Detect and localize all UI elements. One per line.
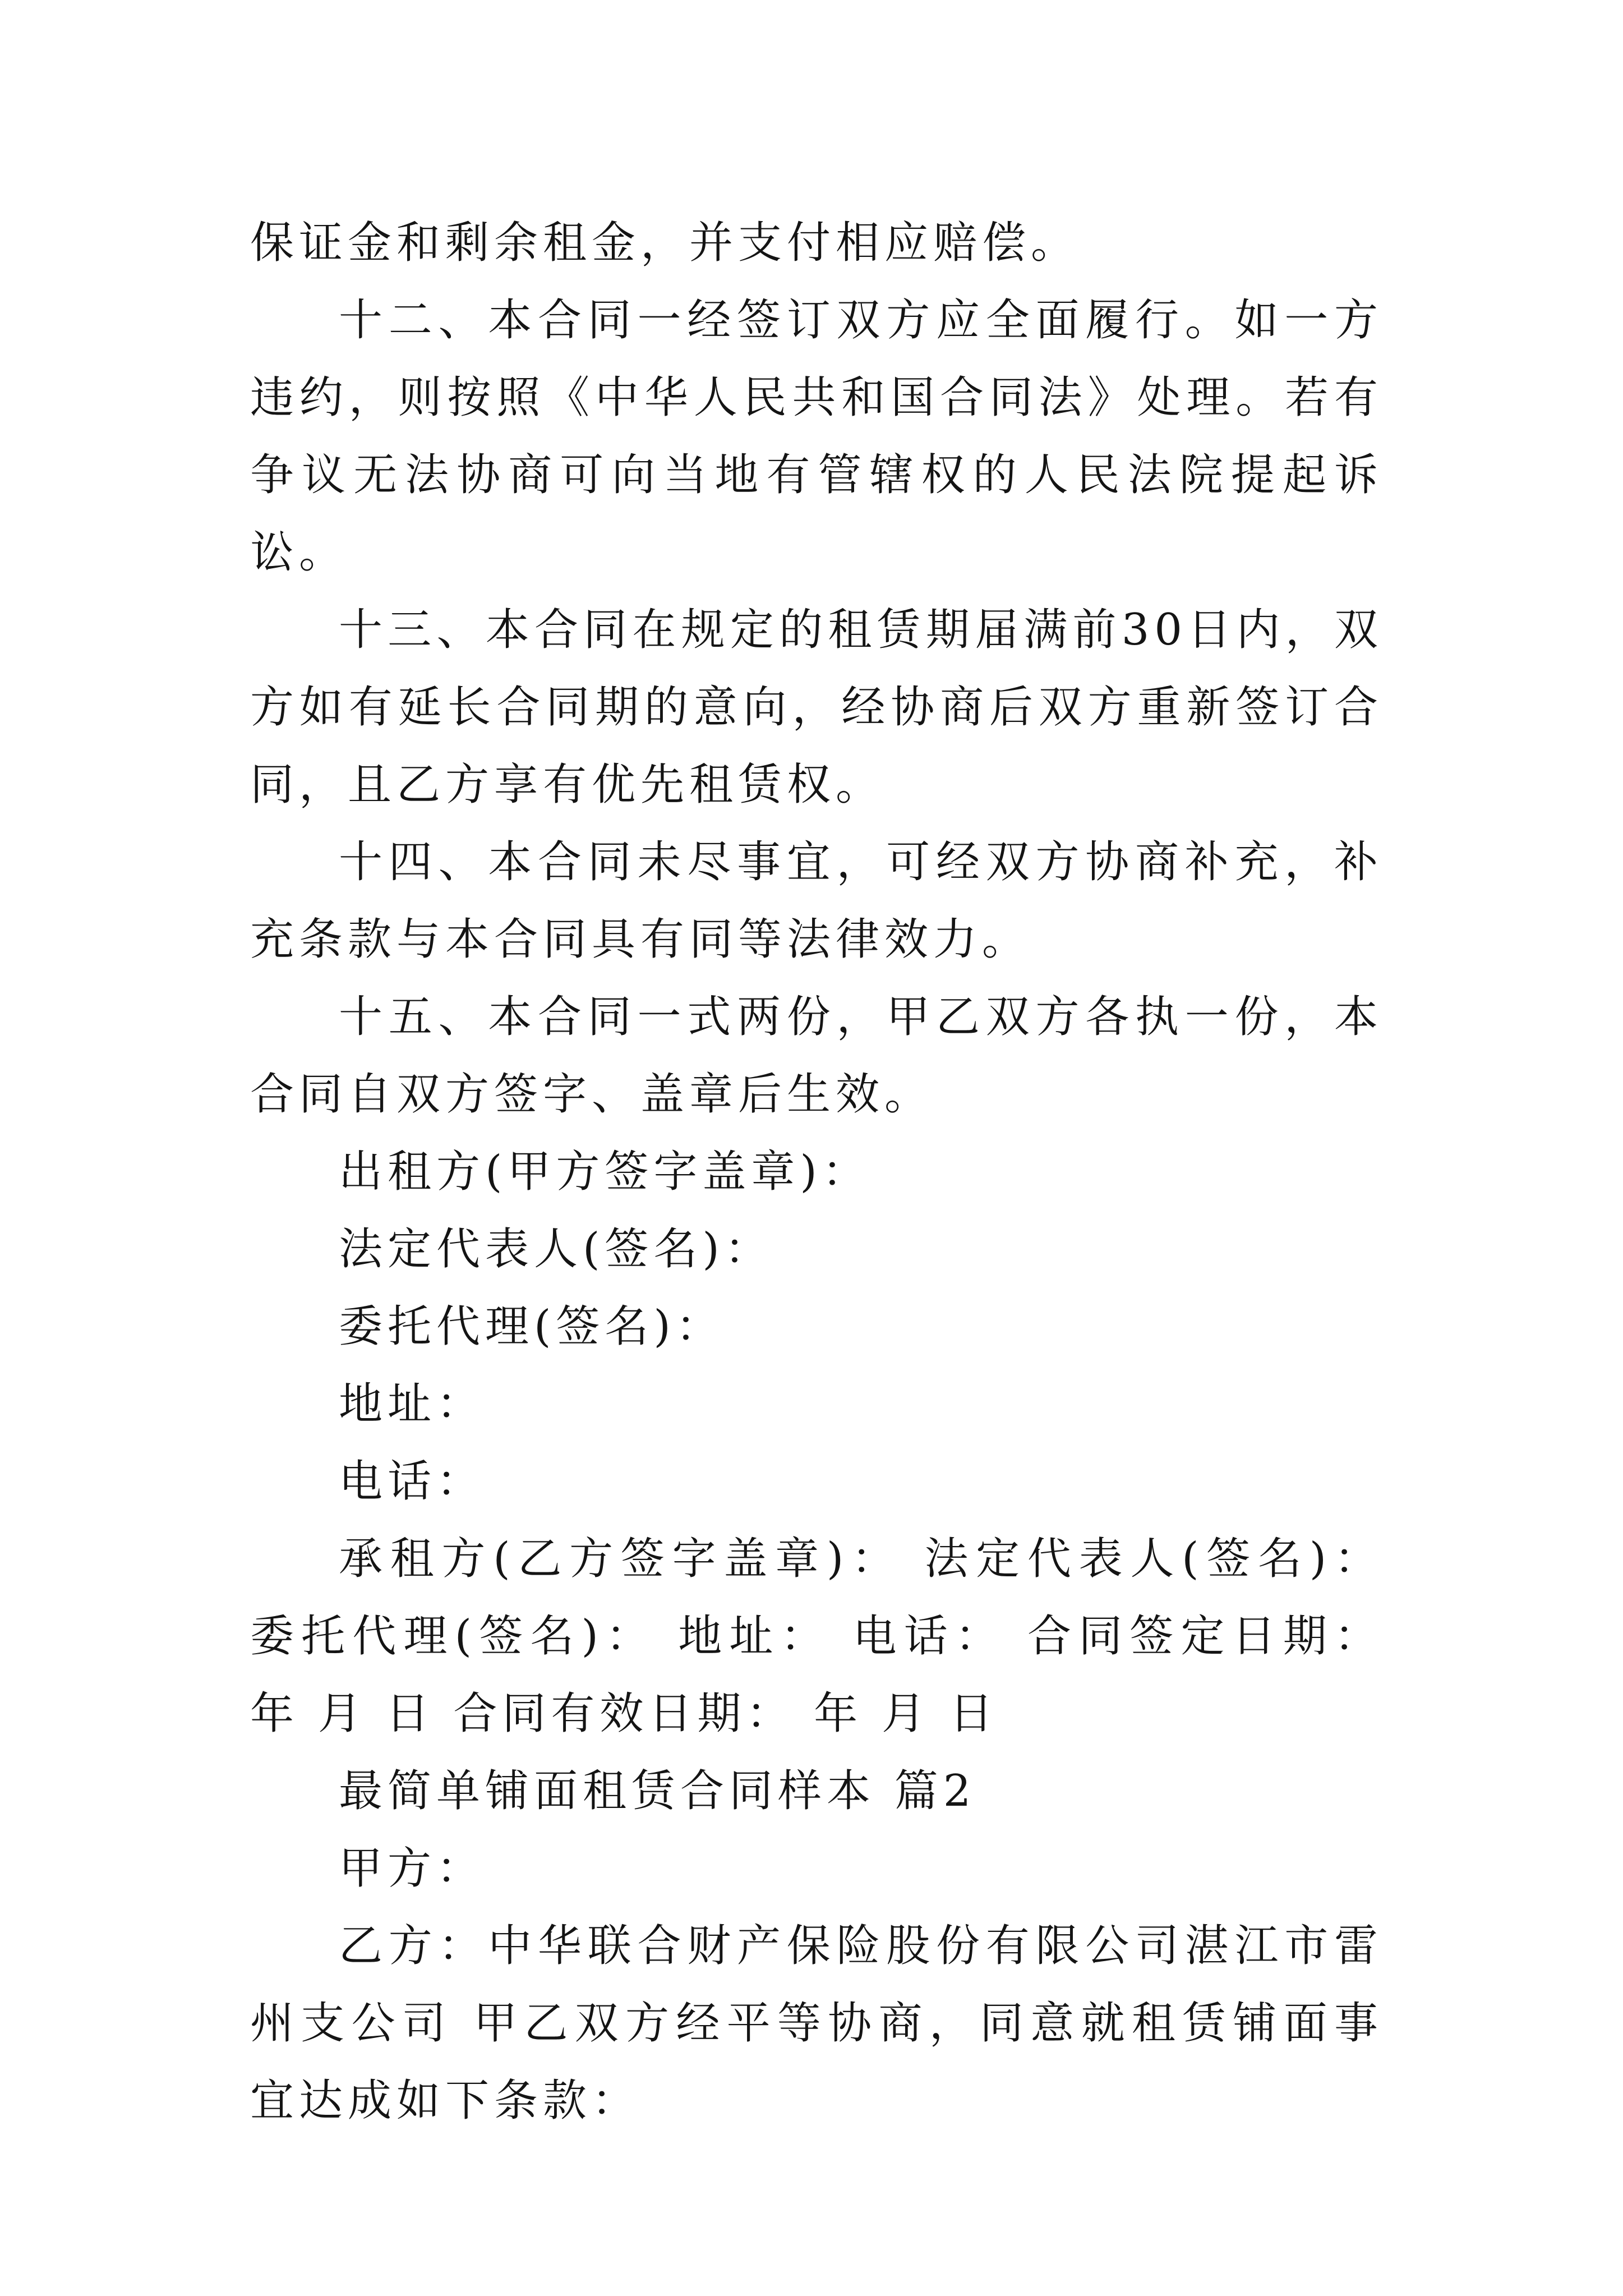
lessor-signature-line: 出租方(甲方签字盖章)： [339,1147,871,1197]
clause-12: 十二、本合同一经签订双方应全面履行。如一方违约，则按照《中华人民共和国合同法》处理。若有争议无法协商可向当地有管辖权的人民法院提起诉讼。 [250,295,1383,578]
phone-line: 电话： [339,1456,486,1507]
address-line: 地址： [339,1379,486,1429]
party-a-line: 甲方： [339,1843,486,1894]
clause-13: 十三、本合同在规定的租赁期届满前30日内，双方如有延长合同期的意向，经协商后双方重新签订合同，且乙方享有优先租赁权。 [250,605,1383,810]
paragraph-deposit-continuation: 保证金和剩余租金，并支付相应赔偿。 [250,218,1080,268]
authorized-agent-line: 委托代理(签名)： [339,1301,725,1352]
clause-15: 十五、本合同一式两份，甲乙双方各执一份，本合同自双方签字、盖章后生效。 [250,992,1383,1120]
legal-representative-line: 法定代表人(签名)： [339,1224,773,1274]
document-body [250,204,1383,2139]
lessee-signature-block: 承租方(乙方签字盖章)： 法定代表人(签名)： 委托代理(签名)： 地址： 电话： 合同签定日期： 年 月 日 合同有效日期： 年 月 日 [250,1534,1383,1739]
party-b-paragraph: 乙方：中华联合财产保险股份有限公司湛江市雷州支公司 甲乙双方经平等协商，同意就租赁铺面事宜达成如下条款： [250,1921,1383,2126]
section-heading-part-2: 最简单铺面租赁合同样本 篇2 [339,1766,976,1816]
clause-14: 十四、本合同未尽事宜，可经双方协商补充，补充条款与本合同具有同等法律效力。 [250,837,1383,965]
